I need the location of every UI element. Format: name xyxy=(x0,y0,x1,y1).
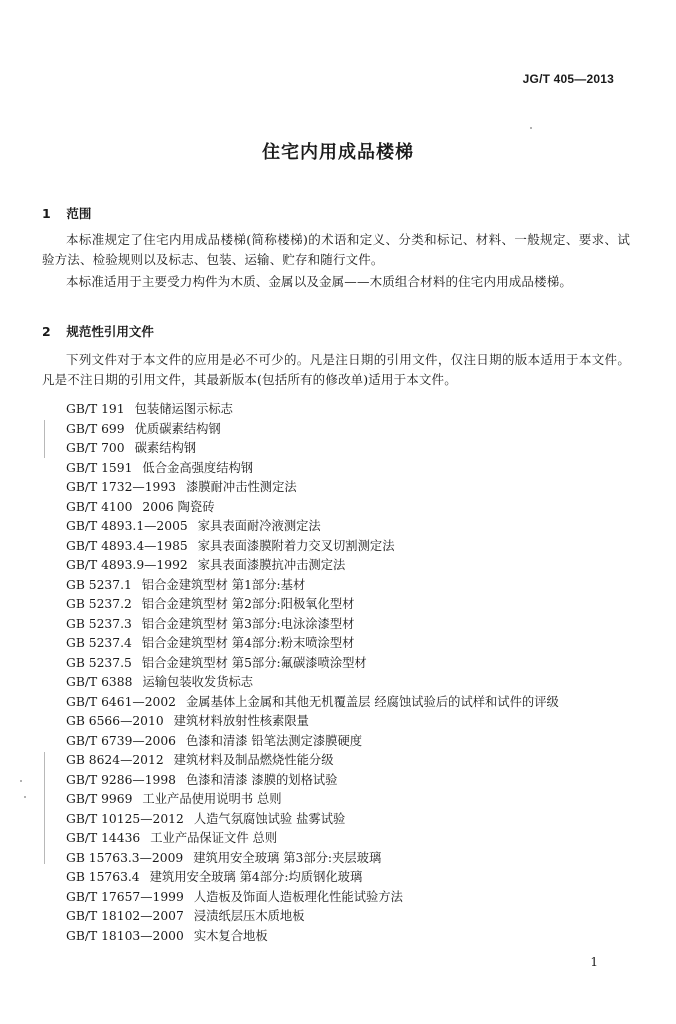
reference-code: GB/T 4893.9—1992 xyxy=(66,558,188,572)
scope-paragraph-2: 本标准适用于主要受力构件为木质、金属以及金属——木质组合材料的住宅内用成品楼梯。 xyxy=(66,274,573,289)
reference-item xyxy=(66,595,626,615)
reference-title: 色漆和清漆 铅笔法测定漆膜硬度 xyxy=(186,733,363,748)
reference-title: 铝合金建筑型材 第2部分:阳极氧化型材 xyxy=(141,597,355,611)
reference-title: 建筑材料放射性核素限量 xyxy=(173,714,309,728)
reference-title: 建筑用安全玻璃 第4部分:均质钢化玻璃 xyxy=(149,870,363,884)
reference-code: GB/T 10125—2012 xyxy=(66,811,184,826)
reference-title: 铝合金建筑型材 第5部分:氟碳漆喷涂型材 xyxy=(141,655,367,670)
section-2-title: 规范性引用文件 xyxy=(66,324,154,339)
reference-title: 人造板及饰面人造板理化性能试验方法 xyxy=(193,889,403,904)
reference-item xyxy=(66,751,626,771)
standard-number: JG/T 405—2013 xyxy=(522,72,614,86)
reference-item xyxy=(66,537,626,557)
reference-item xyxy=(66,907,626,927)
section-2-heading xyxy=(42,322,154,340)
reference-item xyxy=(66,888,626,908)
reference-code: GB 6566—2010 xyxy=(66,714,164,728)
reference-title: 优质碳素结构钢 xyxy=(134,421,221,436)
reference-item xyxy=(66,693,626,713)
reference-item xyxy=(66,439,626,459)
reference-title: 金属基体上金属和其他无机覆盖层 经腐蚀试验后的试样和试件的评级 xyxy=(186,694,559,709)
reference-list xyxy=(66,400,626,946)
reference-code: GB/T 9969 xyxy=(66,792,133,806)
reference-item xyxy=(66,732,626,752)
reference-title: 工业产品保证文件 总则 xyxy=(150,831,278,845)
reference-code: GB/T 4893.4—1985 xyxy=(66,538,188,553)
reference-code: GB/T 6388 xyxy=(66,675,133,689)
reference-code: GB/T 1591 xyxy=(66,460,133,475)
reference-item xyxy=(66,498,626,518)
reference-title: 运输包装收发货标志 xyxy=(142,675,254,689)
reference-code: GB/T 18102—2007 xyxy=(66,909,184,923)
reference-code: GB/T 18103—2000 xyxy=(66,928,184,943)
reference-title: 低合金高强度结构钢 xyxy=(142,460,254,475)
reference-code: GB/T 14436 xyxy=(66,831,141,845)
section-1-title: 范围 xyxy=(66,206,92,221)
reference-item xyxy=(66,829,626,849)
reference-item xyxy=(66,927,626,947)
reference-title: 2006 陶瓷砖 xyxy=(142,499,215,514)
section-2-number: 2 xyxy=(42,324,51,339)
reference-title: 家具表面耐冷液测定法 xyxy=(197,519,321,533)
reference-title: 家具表面漆膜抗冲击测定法 xyxy=(197,558,346,572)
reference-code: GB/T 9286—1998 xyxy=(66,772,176,787)
reference-code: GB 5237.4 xyxy=(66,636,132,650)
reference-code: GB/T 699 xyxy=(66,421,125,436)
reference-title: 铝合金建筑型材 第4部分:粉末喷涂型材 xyxy=(141,636,355,650)
reference-item xyxy=(66,634,626,654)
scan-speck xyxy=(20,780,22,782)
reference-code: GB/T 4100 xyxy=(66,499,133,514)
section-1-heading xyxy=(42,204,91,222)
reference-item xyxy=(66,849,626,869)
reference-title: 家具表面漆膜附着力交叉切割测定法 xyxy=(197,538,395,553)
reference-title: 建筑材料及制品燃烧性能分级 xyxy=(173,753,334,767)
reference-code: GB/T 6739—2006 xyxy=(66,733,176,748)
reference-code: GB 5237.1 xyxy=(66,577,132,592)
reference-item xyxy=(66,868,626,888)
reference-item xyxy=(66,790,626,810)
reference-item xyxy=(66,654,626,674)
reference-title: 碳素结构钢 xyxy=(134,441,197,455)
reference-item xyxy=(66,615,626,635)
scan-speck xyxy=(24,796,26,798)
reference-item xyxy=(66,400,626,420)
reference-code: GB/T 4893.1—2005 xyxy=(66,519,188,533)
reference-title: 包装储运图示标志 xyxy=(134,402,233,416)
reference-code: GB/T 1732—1993 xyxy=(66,480,176,494)
reference-code: GB 15763.4 xyxy=(66,870,140,884)
reference-code: GB 5237.5 xyxy=(66,655,132,670)
reference-title: 色漆和清漆 漆膜的划格试验 xyxy=(186,772,338,787)
document-title: 住宅内用成品楼梯 xyxy=(262,142,414,163)
reference-item xyxy=(66,771,626,791)
scope-paragraph-1: 本标准规定了住宅内用成品楼梯(简称楼梯)的术语和定义、分类和标记、材料、一般规定、要求、试验方法、检验规则以及标志、包装、运输、贮存和随行文件。 xyxy=(42,232,630,267)
reference-item xyxy=(66,556,626,576)
reference-title: 铝合金建筑型材 第3部分:电泳涂漆型材 xyxy=(141,616,355,631)
scan-margin-mark xyxy=(44,420,45,458)
reference-code: GB 5237.3 xyxy=(66,616,132,631)
reference-title: 人造气氛腐蚀试验 盐雾试验 xyxy=(193,811,346,826)
reference-item xyxy=(66,517,626,537)
reference-item xyxy=(66,673,626,693)
reference-item xyxy=(66,478,626,498)
reference-code: GB/T 700 xyxy=(66,441,125,455)
reference-code: GB 8624—2012 xyxy=(66,753,164,767)
reference-code: GB/T 191 xyxy=(66,402,125,416)
references-intro: 下列文件对于本文件的应用是必不可少的。凡是注日期的引用文件，仅注日期的版本适用于本文件。凡是不注日期的引用文件，其最新版本(包括所有的修改单)适用于本文件。 xyxy=(42,352,630,387)
reference-item xyxy=(66,576,626,596)
reference-item xyxy=(66,420,626,440)
section-1-number: 1 xyxy=(42,206,51,221)
reference-title: 工业产品使用说明书 总则 xyxy=(142,792,282,806)
reference-title: 铝合金建筑型材 第1部分:基材 xyxy=(141,577,306,592)
reference-code: GB 15763.3—2009 xyxy=(66,850,184,865)
reference-item xyxy=(66,810,626,830)
page-number: 1 xyxy=(590,955,598,969)
reference-item xyxy=(66,459,626,479)
reference-title: 浸渍纸层压木质地板 xyxy=(193,909,305,923)
reference-title: 漆膜耐冲击性测定法 xyxy=(186,480,297,494)
reference-code: GB 5237.2 xyxy=(66,597,132,611)
reference-item xyxy=(66,712,626,732)
reference-code: GB/T 17657—1999 xyxy=(66,889,184,904)
reference-title: 建筑用安全玻璃 第3部分:夹层玻璃 xyxy=(193,850,382,865)
scan-margin-mark xyxy=(44,752,45,864)
reference-code: GB/T 6461—2002 xyxy=(66,694,176,709)
reference-title: 实木复合地板 xyxy=(193,928,268,943)
scan-speck xyxy=(530,127,532,129)
